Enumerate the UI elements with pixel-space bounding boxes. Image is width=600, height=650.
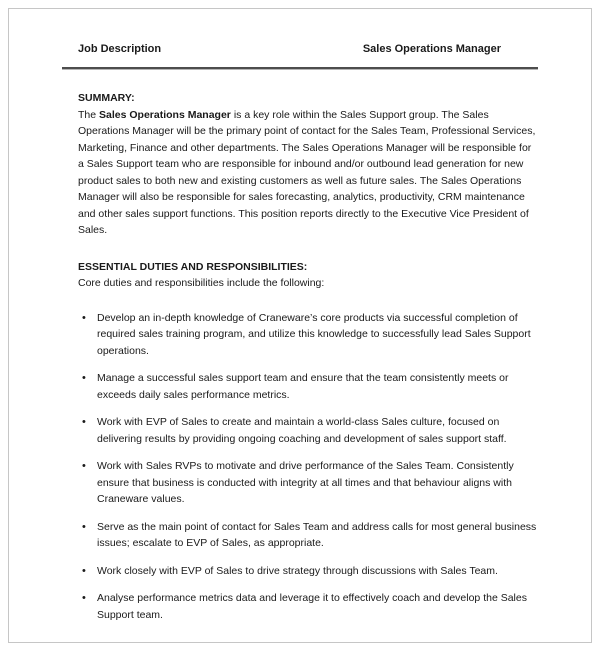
duties-heading: ESSENTIAL DUTIES AND RESPONSIBILITIES:	[78, 260, 308, 273]
summary-bold-phrase: Sales Operations Manager	[99, 108, 231, 121]
header-row	[62, 43, 538, 55]
duty-item: • Develop an in-depth knowledge of Craneware’s core products via successful completion of required sales training program, and utilize this knowledge to successfully lead Sales Support operations.	[78, 310, 537, 360]
header-rule	[62, 67, 538, 70]
duty-item: • Work with Sales RVPs to motivate and drive performance of the Sales Team. Consistently ensure that business is conducted with integrity at all times and that behaviour aligns with Craneware values.	[78, 458, 537, 508]
duty-item: • Work closely with EVP of Sales to drive strategy through discussions with Sales Team.	[78, 563, 537, 580]
header-right-title: Sales Operations Manager	[362, 43, 501, 55]
duty-item: • Serve as the main point of contact for Sales Team and address calls for most general business issues; escalate to EVP of Sales, as appropriate.	[78, 519, 537, 552]
summary-text-prefix: The	[78, 108, 100, 121]
summary-heading: SUMMARY:	[78, 92, 135, 104]
summary-text-rest: is a key role within the Sales Support group. The Sales Operations Manager will be the primary point of contact for the Sales Team, Professional Services, Marketing, Finance and other departments. The Sales Operations Manager will be responsible for a Sales Support team who are responsible for inbound and/or outbound lead generation for new product sales to both new and existing customers as well as future sales. The Sales Operations Manager will also be responsible for sales forecasting, analytics, productivity, CRM maintenance and other sales support functions. This position reports directly to the Executive Vice President of Sales.	[78, 108, 536, 236]
duty-item: • Manage a successful sales support team and ensure that the team consistently meets or exceeds daily sales performance metrics.	[78, 370, 537, 403]
document-header	[62, 43, 538, 70]
duty-item: • Work with EVP of Sales to create and maintain a world-class Sales culture, focused on delivering results by providing ongoing coaching and development of sales support staff.	[78, 414, 537, 447]
summary-section	[78, 90, 537, 239]
document-body	[78, 90, 537, 623]
document-page	[8, 8, 592, 643]
duties-list	[78, 310, 537, 624]
summary-paragraph	[78, 107, 537, 239]
duties-intro: Core duties and responsibilities include the following:	[78, 277, 325, 289]
header-left-title: Job Description	[78, 43, 162, 55]
duty-item: • Analyse performance metrics data and leverage it to effectively coach and develop the Sales Support team.	[78, 590, 537, 623]
duties-section	[78, 259, 537, 624]
